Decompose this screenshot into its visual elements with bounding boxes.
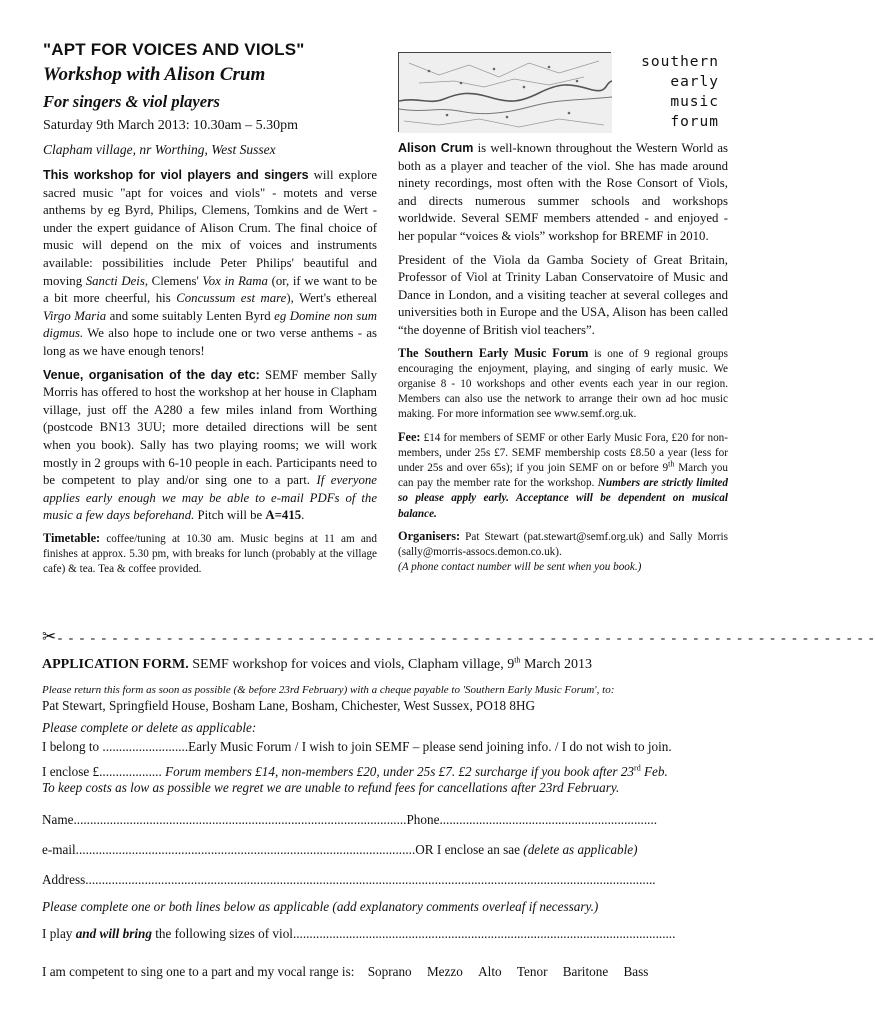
membership-line[interactable]: I belong to ..........................Early Music Forum / I wish to join SEMF – please send joining info. / I do not wish to join.	[42, 739, 672, 754]
cut-line	[42, 627, 875, 647]
date-line: Saturday 9th March 2013: 10.30am – 5.30pm	[43, 118, 299, 133]
map-image	[398, 52, 611, 132]
left-column	[43, 40, 377, 584]
voice-baritone[interactable]: Baritone	[562, 964, 609, 979]
alison-roles-paragraph: President of the Viola da Gamba Society of Great Britain, Professor of Viol at Trinity Laban Conservatoire of Music and Dance in London, and a visiting teacher at several colleges and universities both in Europe and the USA, Alison has been called “the doyenne of British viol teachers”.	[398, 252, 728, 337]
timetable-lead: Timetable:	[43, 530, 101, 545]
form-heading: APPLICATION FORM. SEMF workshop for voices and viols, Clapham village, 9th March 2013	[42, 655, 592, 672]
intro-lead: This workshop for viol players and singers	[43, 168, 309, 182]
workshop-subtitle: Workshop with Alison Crum	[43, 64, 266, 85]
return-note: Please return this form as soon as possible (& before 23rd February) with a cheque payable to 'Southern Early Music Forum', to:	[42, 684, 615, 696]
name-phone-field[interactable]: Name.....................................................................................................Phone..................................................................	[42, 812, 658, 827]
organisers-paragraph: Organisers: Pat Stewart (pat.stewart@semf.org.uk) and Sally Morris (sally@morris-assocs.demon.co.uk).	[398, 528, 728, 558]
vocal-range-line: I am competent to sing one to a part and my vocal range is: Soprano Mezzo Alto Tenor Baritone Bass	[42, 964, 649, 979]
scissors-icon: ✂	[42, 627, 58, 646]
payment-line[interactable]: I enclose £................... Forum members £14, non-members £20, under 25s £7. £2 surcharge if you book after 23rd Feb.	[42, 763, 668, 779]
page-title: "APT FOR VOICES AND VIOLS"	[43, 40, 305, 59]
complete-note: Please complete or delete as applicable:	[42, 720, 257, 735]
lines-note: Please complete one or both lines below as applicable (add explanatory comments overleaf if necessary.)	[42, 899, 599, 914]
voice-soprano[interactable]: Soprano	[367, 964, 412, 979]
venue-paragraph: Venue, organisation of the day etc: SEMF member Sally Morris has offered to host the workshop at her house in Clapham village, just off the A280 a few miles inland from Worthing (postcode BN13 3UU; more detailed directions will be sent when you book). Sally has two playing rooms; we will work mostly in 2 groups with 6-10 people in each. Participants need to be competent to play and/or sing one to a part. If everyone applies early enough we may be able to e-mail PDFs of the music a few days beforehand. Pitch will be A=415.	[43, 367, 377, 523]
voice-bass[interactable]: Bass	[623, 964, 649, 979]
semf-logo: southern early music forum	[641, 54, 719, 130]
viol-sizes-field[interactable]: I play and will bring the following sizes of viol....................................................................................................................	[42, 926, 676, 941]
venue-lead: Venue, organisation of the day etc:	[43, 367, 260, 382]
refund-note: To keep costs as low as possible we regret we are unable to refund fees for cancellations after 23rd February.	[42, 780, 620, 795]
header-graphic-row	[398, 52, 728, 132]
voice-tenor[interactable]: Tenor	[516, 964, 548, 979]
coastline-map-icon	[399, 53, 612, 133]
voice-alto[interactable]: Alto	[478, 964, 502, 979]
location-line: Clapham village, nr Worthing, West Sussex	[43, 142, 276, 157]
organisers-note: (A phone contact number will be sent when you book.)	[398, 561, 642, 574]
email-field[interactable]: e-mail.......................................................................................................OR I enclose an sae (delete as applicable)	[42, 842, 638, 857]
timetable-paragraph: Timetable: coffee/tuning at 10.30 am. Music begins at 11 am and finishes at approx. 5.30 pm, with breaks for lunch (probably at the village cafe) & tea. Tea & coffee provided.	[43, 530, 377, 576]
audience-line: For singers & viol players	[43, 92, 220, 111]
return-address: Pat Stewart, Springfield House, Bosham Lane, Bosham, Chichester, West Sussex, PO18 8HG	[42, 698, 536, 713]
alison-bio-paragraph: Alison Crum is well-known throughout the Western World as both as a player and teacher of the viol. She has made around ninety recordings, most often with the Rose Consort of Viols, and directs numerous summer schools and workshops worldwide. Several SEMF members attended - and enjoyed - her popular “voices & viols” workshop for BREMF in 2010.	[398, 141, 729, 243]
intro-paragraph: This workshop for viol players and singers will explore sacred music "apt for voices and viols" - motets and verse anthems by eg Byrd, Philips, Clemens, Tomkins and de Wert - under the expert guidance of Alison Crum. The final choice of music will depend on the mix of voices and instruments available: possibilities include Peter Philips' beautiful and moving Sancti Deis, Clemens' Vox in Rama (or, if we want to be a bit more cheerful, his Concussum est mare), Wert's ethereal Virgo Maria and some suitably Lenten Byrd eg Domine non sum digmus. We also hope to include one or two verse anthems - as long as we have enough tenors!	[43, 168, 378, 358]
dashed-line: - - - - - - - - - - - - - - - - - - - - - - - - - - - - - - - - - - - - - - - - - - - - - - - - - - - - - - - - - - - - - - - - - - - - - - - - - - -	[57, 631, 875, 646]
address-field[interactable]: Address.............................................................................................................................................................................	[42, 872, 656, 887]
fee-paragraph: Fee: £14 for members of SEMF or other Early Music Fora, £20 for non-members, under 25s £7. SEMF membership costs £8.50 a year (less for under 25s and over 65s); if you join SEMF on or before 9th March you can pay the member rate for the workshop. Numbers are strictly limited so please apply early. Acceptance will be dependent on musical balance.	[398, 429, 728, 520]
semf-paragraph: The Southern Early Music Forum is one of 9 regional groups encouraging the enjoyment, playing, and singing of early music. We organise 8 - 10 workshops and other events each year in our region. Members can also use the network to arrange their own ad hoc music making. For more information see www.semf.org.uk.	[398, 345, 728, 421]
right-column	[398, 52, 728, 582]
voice-mezzo[interactable]: Mezzo	[426, 964, 463, 979]
